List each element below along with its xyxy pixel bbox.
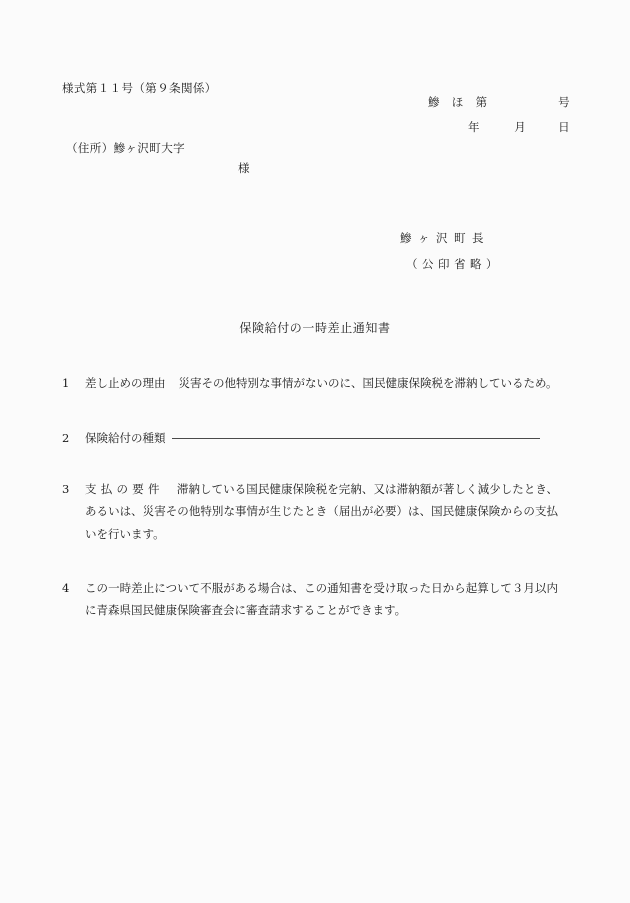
document-number-blank: [488, 94, 559, 112]
document-number-suffix: 号: [558, 95, 570, 109]
item-label: 差し止めの理由: [85, 376, 166, 390]
recipient-address: （住所）鰺ヶ沢町大字: [66, 141, 185, 155]
date-month-blank: [480, 119, 514, 137]
date-day-blank: [526, 119, 558, 137]
item-label: 保険給付の種類: [85, 431, 166, 445]
benefit-type-fill-in-field[interactable]: [172, 438, 540, 439]
list-item: [62, 427, 558, 449]
document-number-prefix: 鰺 ほ 第: [428, 95, 488, 109]
item-text: この一時差止について不服がある場合は、この通知書を受け取った日から起算して３月以内に青森県国民健康保険審査会に審査請求することができます。: [85, 581, 558, 618]
item-label: 支払の要件: [85, 482, 164, 496]
form-number: 様式第１１号（第９条関係）: [62, 81, 217, 95]
item-number: 4: [62, 581, 70, 595]
item-number: 2: [62, 431, 70, 445]
item-text: 災害その他特別な事情がないのに、国民健康保険税を滞納しているため。: [178, 376, 558, 390]
item-number: 3: [62, 482, 70, 496]
list-item: [62, 478, 558, 545]
date-day-label: 日: [558, 119, 570, 134]
issuer-seal-note: （公印省略）: [406, 256, 502, 271]
addressee-honorific: 様: [238, 161, 250, 175]
issuer-name: 鰺ヶ沢町長: [400, 231, 490, 245]
list-item: [62, 577, 558, 622]
document-number-line: [300, 94, 570, 112]
item-body: [85, 427, 558, 449]
item-body: [85, 478, 558, 545]
date-year-label: 年: [468, 119, 480, 134]
date-month-label: 月: [514, 119, 527, 134]
document-number-block: [300, 94, 570, 137]
issuer-block: [400, 230, 502, 274]
list-item: [62, 372, 558, 394]
document-title: 保険給付の一時差止通知書: [239, 321, 391, 335]
item-text: 滞納している国民健康保険税を完納、又は滞納額が著しく減少したとき、あるいは、災害その他特別な事情が生じたとき（届出が必要）は、国民健康保険からの支払いを行います。: [85, 482, 558, 541]
item-number: 1: [62, 376, 70, 390]
item-body: [85, 372, 558, 394]
date-line: [300, 119, 570, 137]
